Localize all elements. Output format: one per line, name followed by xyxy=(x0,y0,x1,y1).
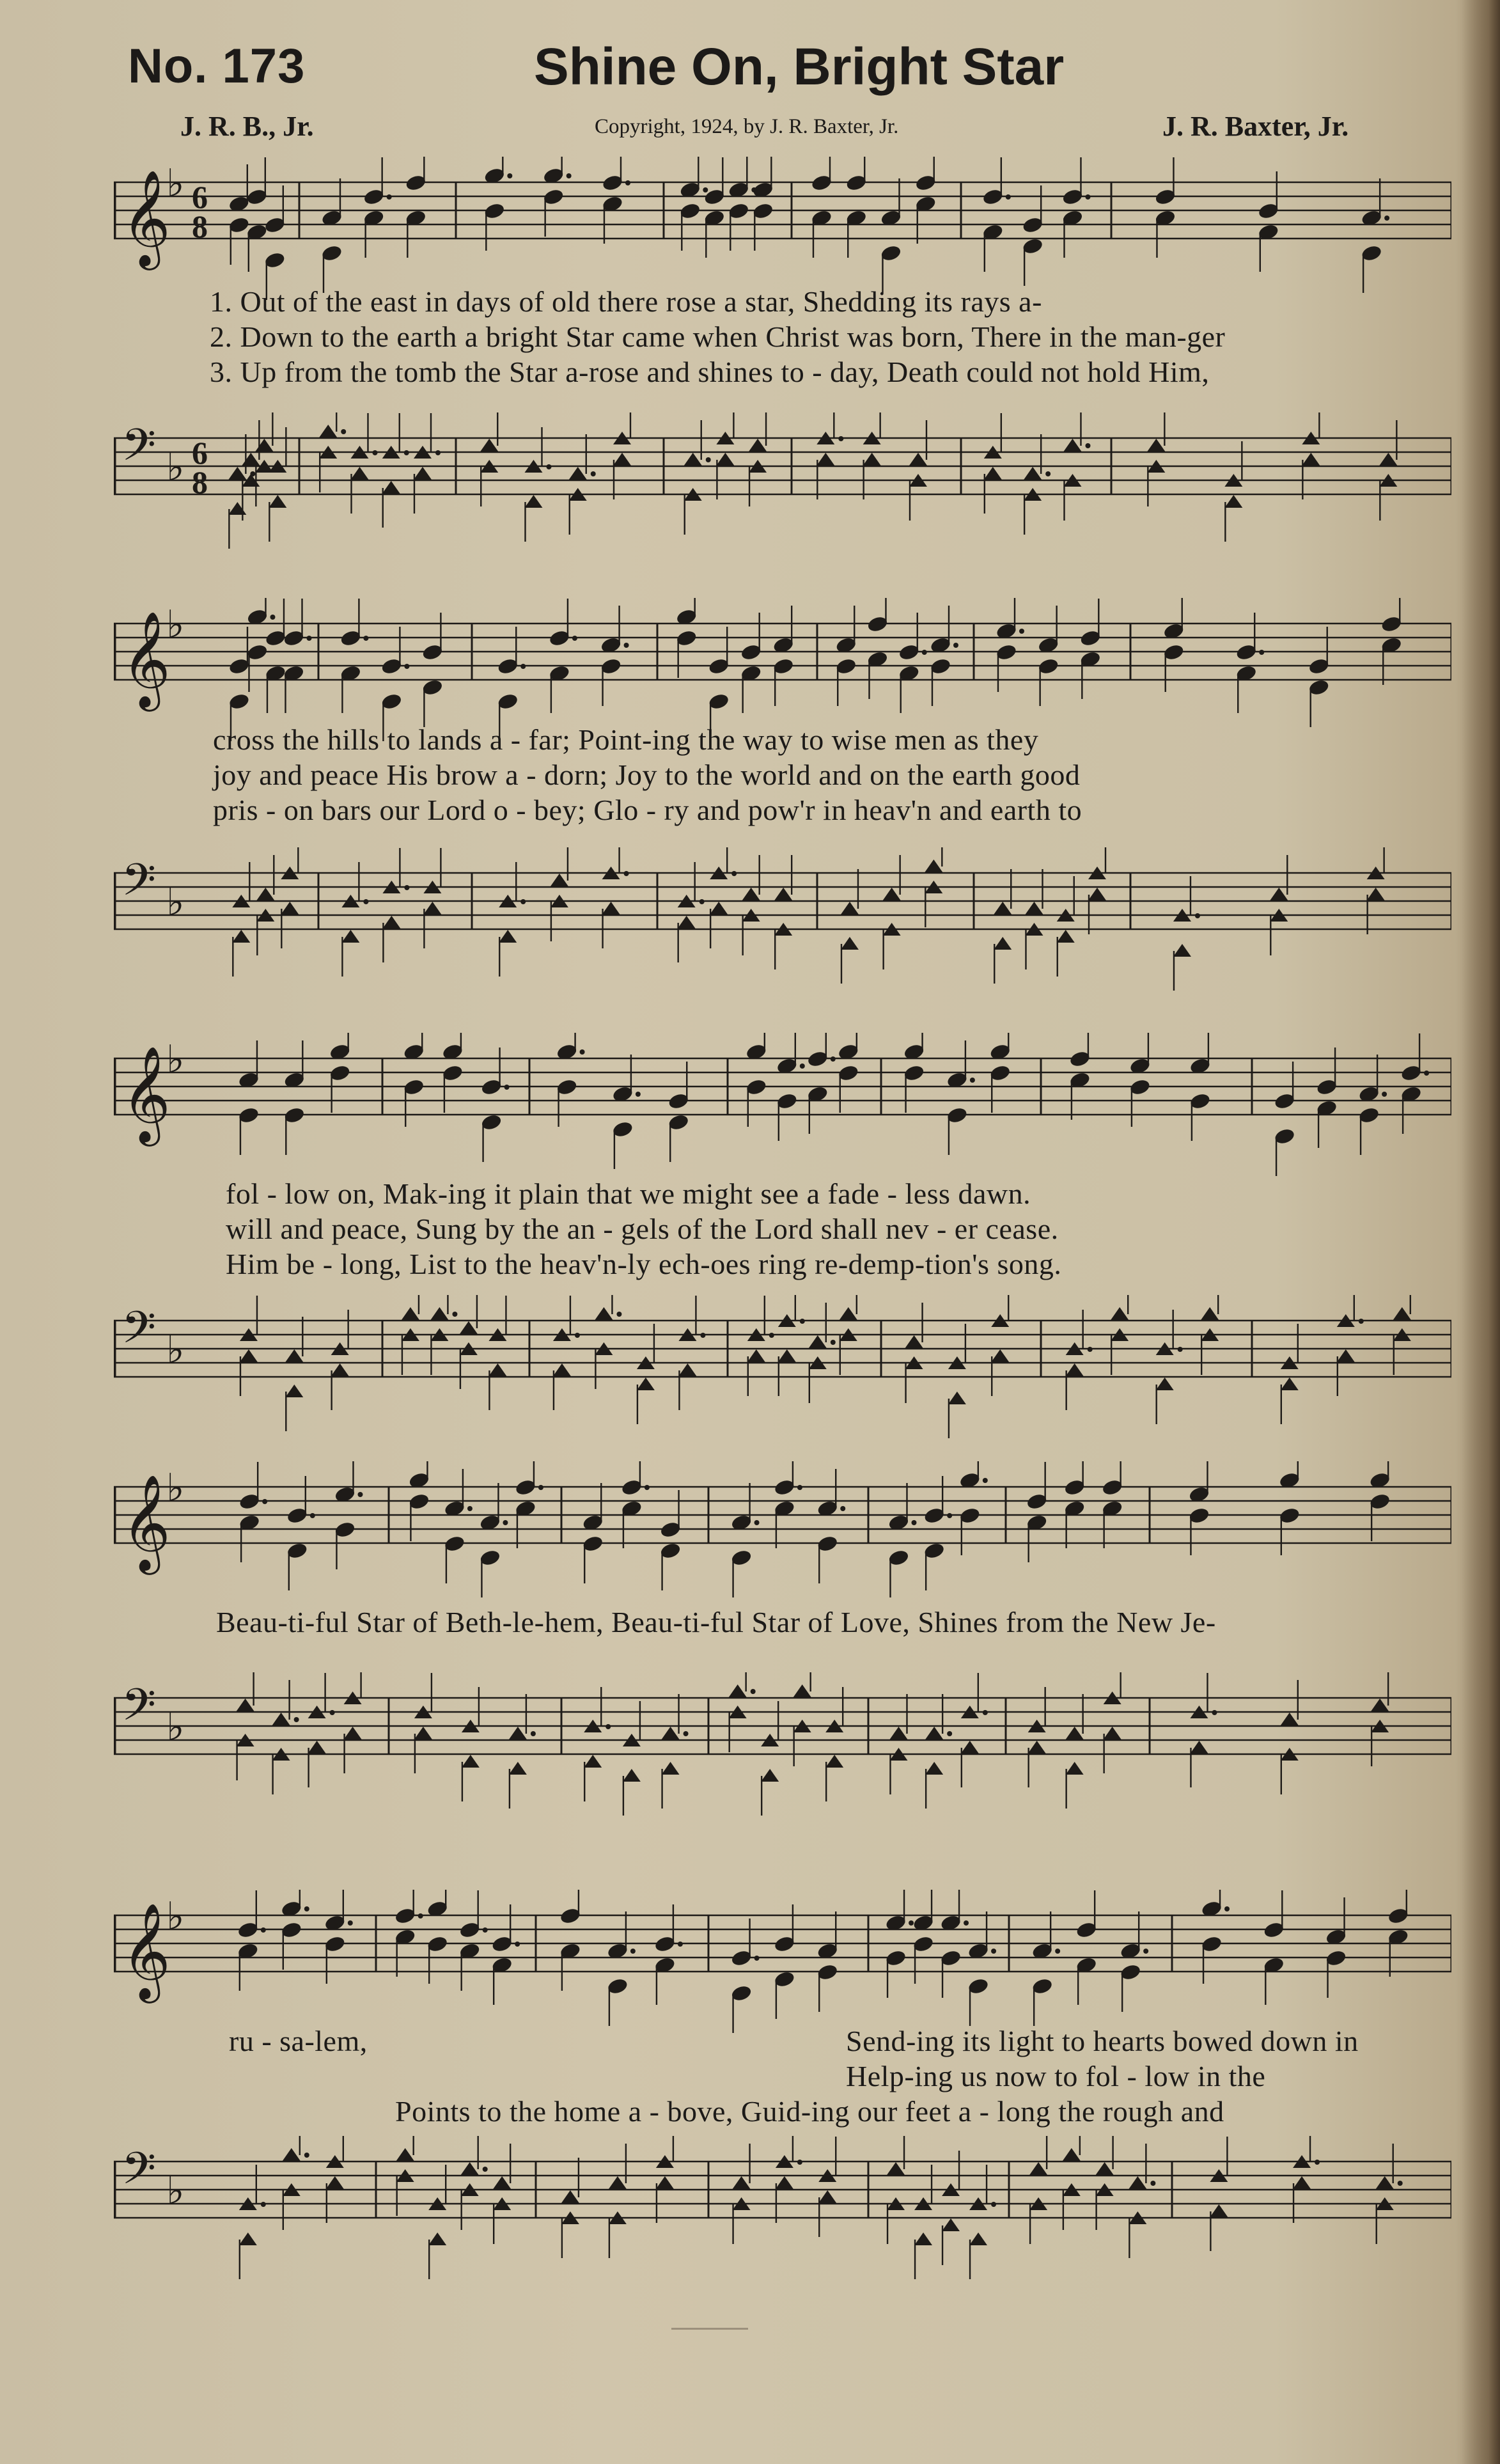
dot xyxy=(483,1927,488,1933)
dot xyxy=(700,1333,705,1338)
shape-note-head xyxy=(524,495,542,508)
dot xyxy=(769,1333,774,1338)
shape-note-head xyxy=(553,1363,571,1376)
dot xyxy=(1150,2181,1155,2186)
dot xyxy=(991,2202,996,2207)
shape-note-head xyxy=(1029,2162,1047,2175)
dot xyxy=(538,1485,543,1490)
dot xyxy=(1088,1347,1093,1352)
dot xyxy=(754,1956,760,1961)
dot xyxy=(645,1485,650,1490)
shape-note-head xyxy=(742,888,760,900)
dot xyxy=(261,2202,266,2207)
lyric-chorus-line-d: Points to the home a - bove, Guid-ing our feet a - long the rough and xyxy=(395,2095,1224,2128)
dot xyxy=(404,450,409,455)
shape-note-head xyxy=(656,2176,674,2189)
flat-key-signature-icon: ♭ xyxy=(166,445,185,490)
bass-staff xyxy=(114,2136,1451,2309)
shape-note-head xyxy=(1104,1727,1121,1739)
dot xyxy=(800,1319,805,1324)
shape-note-head xyxy=(1281,1713,1299,1725)
shape-note-head xyxy=(569,467,587,480)
shape-note-head xyxy=(961,1741,979,1754)
shape-note-head xyxy=(809,1335,827,1348)
dot xyxy=(684,1731,689,1736)
dot xyxy=(831,1056,836,1062)
shape-note-head xyxy=(1210,2204,1228,2217)
dot xyxy=(387,194,392,200)
dot xyxy=(911,1520,916,1525)
hymn-title: Shine On, Bright Star xyxy=(534,38,1065,96)
shape-note-head xyxy=(841,902,859,914)
dot xyxy=(1315,2160,1320,2165)
dot xyxy=(404,664,409,669)
dot xyxy=(624,643,629,648)
shape-note-head xyxy=(281,902,299,914)
flat-key-signature-icon: ♭ xyxy=(166,2169,185,2213)
dot xyxy=(1359,1319,1364,1324)
flat-key-signature-icon: ♭ xyxy=(166,602,185,647)
dot xyxy=(678,1942,683,1947)
shape-note-head xyxy=(841,937,859,950)
dot xyxy=(947,1731,952,1736)
dot xyxy=(605,1724,611,1729)
shape-note-head xyxy=(1337,1349,1355,1362)
shape-note-head xyxy=(774,888,792,900)
shape-note-head xyxy=(662,1762,680,1775)
flat-key-signature-icon: ♭ xyxy=(166,1328,185,1372)
dot xyxy=(1019,629,1024,634)
bass-clef-icon: 𝄢 xyxy=(121,2142,157,2205)
dot xyxy=(831,1340,836,1345)
lyric-chorus: Beau-ti-ful Star of Beth-le-hem, Beau-ti-ful Star of Love, Shines from the New Je- xyxy=(216,1606,1216,1638)
dot xyxy=(261,1927,266,1933)
shape-note-head xyxy=(344,1727,362,1739)
lyric-verse-1: cross the hills to lands a - far; Point-ing the way to wise men as they xyxy=(213,723,1039,756)
shape-note-head xyxy=(1025,902,1043,914)
shape-note-head xyxy=(778,1349,796,1362)
shape-note-head xyxy=(285,1385,303,1397)
shape-note-head xyxy=(887,2162,905,2175)
flat-key-signature-icon: ♭ xyxy=(166,880,185,925)
shape-note-head xyxy=(228,467,246,480)
shape-note-head xyxy=(710,902,728,914)
shape-note-head xyxy=(1224,495,1242,508)
shape-note-head xyxy=(994,902,1012,914)
shape-note-head xyxy=(793,1684,811,1697)
shape-note-head xyxy=(272,1713,290,1725)
shape-note-head xyxy=(969,2233,987,2245)
dot xyxy=(706,457,711,462)
dot xyxy=(838,436,843,441)
shape-note-head xyxy=(1393,1307,1411,1320)
dot xyxy=(991,1949,996,1954)
dot xyxy=(1195,913,1200,918)
lyricist-credit: J. R. B., Jr. xyxy=(180,111,314,142)
shape-note-head xyxy=(840,1307,857,1320)
shape-note-head xyxy=(1111,1307,1129,1320)
shape-note-head xyxy=(331,1363,349,1376)
dot xyxy=(947,1513,952,1518)
lyric-chorus-line-a: ru - sa-lem, xyxy=(229,2025,368,2057)
dot xyxy=(751,1689,756,1694)
shape-note-head xyxy=(240,1349,258,1362)
shape-note-head xyxy=(925,1762,943,1775)
treble-clef-icon: 𝄞 xyxy=(121,1045,171,1142)
shape-note-head xyxy=(684,453,702,466)
bass-clef-icon: 𝄢 xyxy=(121,854,157,916)
shape-note-head xyxy=(462,1755,480,1768)
shape-note-head xyxy=(909,453,927,466)
dot xyxy=(800,1063,805,1069)
shape-note-head xyxy=(1066,1363,1084,1376)
dot xyxy=(306,636,311,641)
shape-note-head xyxy=(1201,1307,1219,1320)
dot xyxy=(507,173,512,178)
shape-note-head xyxy=(747,1349,765,1362)
lyric-verse-3: pris - on bars our Lord o - bey; Glo - ry and pow'r in heav'n and earth to xyxy=(213,794,1082,826)
dot xyxy=(575,1333,580,1338)
dot xyxy=(964,1920,969,1926)
shape-note-head xyxy=(1028,1741,1046,1754)
flat-key-signature-icon: ♭ xyxy=(166,1466,185,1511)
shape-note-head xyxy=(382,916,400,929)
shape-note-head xyxy=(509,1727,527,1739)
shape-note-head xyxy=(761,1769,779,1782)
hymn-number: No. 173 xyxy=(128,39,306,93)
lyric-verse-1: 1. Out of the east in days of old there rose a star, Shedding its rays a- xyxy=(210,285,1042,318)
dot xyxy=(1045,471,1051,476)
treble-staff xyxy=(114,1890,1451,2043)
dot xyxy=(1085,443,1090,448)
dot xyxy=(591,471,596,476)
dot xyxy=(363,899,368,904)
dot xyxy=(1382,1092,1387,1097)
shape-note-head xyxy=(255,439,273,451)
dot xyxy=(983,1710,988,1715)
shape-note-head xyxy=(1379,453,1397,466)
flat-key-signature-icon: ♭ xyxy=(166,161,185,206)
shape-note-head xyxy=(637,1377,655,1390)
shape-note-head xyxy=(925,1727,943,1739)
dot xyxy=(435,450,441,455)
shape-note-head xyxy=(283,2148,301,2161)
dot xyxy=(731,871,737,876)
lyric-chorus-line-b: Send-ing its light to hearts bowed down in xyxy=(846,2025,1359,2057)
bass-clef-icon: 𝄢 xyxy=(121,419,157,482)
dot xyxy=(922,650,927,655)
dot xyxy=(1143,1949,1148,1954)
shape-note-head xyxy=(816,453,834,466)
shape-note-head xyxy=(863,453,881,466)
shape-note-head xyxy=(239,2233,257,2245)
shape-note-head xyxy=(984,467,1002,480)
shape-note-head xyxy=(232,930,250,943)
shape-note-head xyxy=(1063,439,1081,451)
shape-note-head xyxy=(551,874,568,886)
shape-note-head xyxy=(925,859,942,872)
dot xyxy=(580,1049,585,1055)
dot xyxy=(520,899,526,904)
shape-note-head xyxy=(382,481,400,494)
dot xyxy=(630,1949,636,1954)
shape-note-head xyxy=(461,2162,479,2175)
bass-staff xyxy=(114,1295,1451,1448)
shape-note-head xyxy=(1367,888,1385,900)
shape-note-head xyxy=(460,1321,478,1334)
shape-note-head xyxy=(991,1349,1009,1362)
shape-note-head xyxy=(242,453,260,466)
treble-clef-icon: 𝄞 xyxy=(121,1473,171,1571)
bass-clef-icon: 𝄢 xyxy=(121,1679,157,1741)
dot xyxy=(503,1520,508,1525)
shape-note-head xyxy=(1147,439,1165,451)
dot xyxy=(909,1920,914,1926)
treble-clef-icon: 𝄞 xyxy=(121,169,171,266)
shape-note-head xyxy=(1066,1762,1084,1775)
bass-staff xyxy=(114,847,1451,1014)
shape-note-head xyxy=(493,2176,511,2189)
treble-staff xyxy=(114,1033,1451,1186)
shape-note-head xyxy=(818,2190,836,2203)
bass-staff xyxy=(114,412,1451,566)
shape-note-head xyxy=(678,916,696,929)
shape-note-head xyxy=(749,439,767,451)
treble-clef-icon: 𝄞 xyxy=(121,1902,171,1999)
lyric-verse-3: 3. Up from the tomb the Star a-rose and shines to - day, Death could not hold Him, xyxy=(210,356,1210,388)
dot xyxy=(699,899,705,904)
dot xyxy=(1384,216,1389,221)
shape-note-head xyxy=(948,1392,966,1404)
dot xyxy=(840,1506,845,1511)
shape-note-head xyxy=(499,930,517,943)
bass-clef-icon: 𝄢 xyxy=(121,1301,157,1364)
shape-note-head xyxy=(889,1727,907,1739)
shape-note-head xyxy=(883,888,901,900)
flat-key-signature-icon: ♭ xyxy=(166,1037,185,1082)
shape-note-head xyxy=(1057,930,1075,943)
dot xyxy=(504,1085,510,1090)
dot xyxy=(348,1920,353,1926)
shape-note-head xyxy=(488,1363,506,1376)
shape-note-head xyxy=(1190,1741,1208,1754)
shape-note-head xyxy=(595,1307,613,1320)
shape-note-head xyxy=(1173,944,1191,957)
shape-note-head xyxy=(584,1755,602,1768)
shape-note-head xyxy=(662,1727,680,1739)
dot xyxy=(1178,1347,1183,1352)
shape-note-head xyxy=(396,2148,414,2161)
time-signature-bottom: 8 xyxy=(192,208,208,244)
shape-note-head xyxy=(994,937,1012,950)
shape-note-head xyxy=(269,495,286,508)
shape-note-head xyxy=(1096,2162,1114,2175)
shape-note-head xyxy=(326,2176,344,2189)
dot xyxy=(483,2167,488,2172)
shape-note-head xyxy=(1156,1377,1174,1390)
dot xyxy=(572,636,577,641)
dot xyxy=(754,1520,760,1525)
shape-note-head xyxy=(1281,1377,1299,1390)
shape-note-head xyxy=(825,1755,843,1768)
dot xyxy=(520,664,526,669)
flat-key-signature-icon: ♭ xyxy=(166,1894,185,1939)
shape-note-head xyxy=(914,2233,932,2245)
dot xyxy=(404,885,409,890)
shape-note-head xyxy=(414,467,432,480)
dot xyxy=(797,1485,802,1490)
dot xyxy=(452,1312,457,1317)
shape-note-head xyxy=(613,453,631,466)
dot xyxy=(467,1506,473,1511)
shape-note-head xyxy=(905,1335,923,1348)
dot xyxy=(1424,1071,1429,1076)
dot xyxy=(616,1312,621,1317)
dot xyxy=(566,173,572,178)
shape-note-head xyxy=(561,2190,579,2203)
shape-note-head xyxy=(285,1349,303,1362)
composer-credit: J. R. Baxter, Jr. xyxy=(1162,111,1349,142)
shape-note-head xyxy=(480,439,498,451)
dot xyxy=(953,643,958,648)
dot xyxy=(531,1731,536,1736)
lyric-verse-3: Him be - long, List to the heav'n-ly ech-oes ring re-demp-tion's song. xyxy=(226,1248,1062,1280)
dot xyxy=(625,180,630,185)
dot xyxy=(262,1499,267,1504)
shape-note-head xyxy=(1376,2176,1394,2189)
copyright-notice: Copyright, 1924, by J. R. Baxter, Jr. xyxy=(595,115,899,138)
shape-note-head xyxy=(228,502,246,515)
shape-note-head xyxy=(623,1769,641,1782)
dot xyxy=(418,1913,423,1919)
shape-note-head xyxy=(678,1363,696,1376)
shape-note-head xyxy=(414,1727,432,1739)
dot xyxy=(546,464,551,469)
dot xyxy=(270,615,275,620)
flat-key-signature-icon: ♭ xyxy=(166,1705,185,1750)
time-signature-top: 6 xyxy=(192,435,208,471)
treble-clef-icon: 𝄞 xyxy=(121,610,171,707)
shape-note-head xyxy=(602,902,620,914)
shape-note-head xyxy=(1066,1727,1084,1739)
shape-note-head xyxy=(509,1762,527,1775)
dot xyxy=(1398,2181,1403,2186)
shape-note-head xyxy=(1129,2176,1146,2189)
dot xyxy=(1055,1949,1060,1954)
shape-note-head xyxy=(733,2176,751,2189)
dot xyxy=(1259,650,1264,655)
shape-note-head xyxy=(237,1699,254,1711)
shape-note-head xyxy=(402,1307,419,1320)
dot xyxy=(1085,194,1090,200)
dot xyxy=(1224,1906,1230,1911)
dot xyxy=(1006,194,1011,200)
lyric-verse-1: fol - low on, Mak-ing it plain that we might see a fade - less dawn. xyxy=(226,1177,1031,1210)
shape-note-head xyxy=(716,453,734,466)
dot xyxy=(1212,1710,1217,1715)
dot xyxy=(797,2160,802,2165)
dot xyxy=(703,187,708,192)
shape-note-head xyxy=(341,930,359,943)
shape-note-head xyxy=(423,902,441,914)
page-mark xyxy=(671,2328,748,2330)
time-signature-top: 6 xyxy=(192,179,208,215)
dot xyxy=(970,1078,975,1083)
shape-note-head xyxy=(350,467,368,480)
shape-note-head xyxy=(319,425,337,437)
dot xyxy=(624,871,629,876)
lyric-chorus-line-c: Help-ing us now to fol - low in the xyxy=(846,2060,1266,2092)
shape-note-head xyxy=(729,1684,747,1697)
dot xyxy=(304,2153,309,2158)
treble-staff xyxy=(114,1461,1451,1615)
shape-note-head xyxy=(942,2218,960,2231)
shape-note-head xyxy=(430,1307,448,1320)
shape-note-head xyxy=(1063,2148,1081,2161)
time-signature-bottom: 8 xyxy=(192,464,208,500)
shape-note-head xyxy=(776,2176,793,2189)
dot xyxy=(330,1710,335,1715)
page-edge-shadow xyxy=(1462,0,1500,2464)
lyric-verse-2: joy and peace His brow a - dorn; Joy to the world and on the earth good xyxy=(213,758,1081,791)
shape-note-head xyxy=(609,2176,627,2189)
lyric-verse-2: 2. Down to the earth a bright Star came when Christ was born, There in the man-ger xyxy=(210,320,1226,353)
dot xyxy=(515,1942,520,1947)
dot xyxy=(310,1513,315,1518)
shape-note-head xyxy=(1024,467,1042,480)
dot xyxy=(341,429,346,434)
lyric-verse-2: will and peace, Sung by the an - gels of the Lord shall nev - er cease. xyxy=(226,1212,1059,1245)
shape-note-head xyxy=(1088,888,1106,900)
dot xyxy=(636,1092,641,1097)
shape-note-head xyxy=(1293,2176,1311,2189)
dot xyxy=(304,1906,309,1911)
bass-staff xyxy=(114,1672,1451,1858)
shape-note-head xyxy=(1302,453,1320,466)
dot xyxy=(357,1492,363,1497)
dot xyxy=(363,636,368,641)
shape-note-head xyxy=(256,888,274,900)
dot xyxy=(294,1717,299,1722)
dot xyxy=(983,1478,988,1483)
shape-note-head xyxy=(1270,888,1288,900)
shape-note-head xyxy=(308,1741,326,1754)
shape-note-head xyxy=(428,2233,446,2245)
dot xyxy=(372,450,377,455)
shape-note-head xyxy=(1371,1699,1389,1711)
